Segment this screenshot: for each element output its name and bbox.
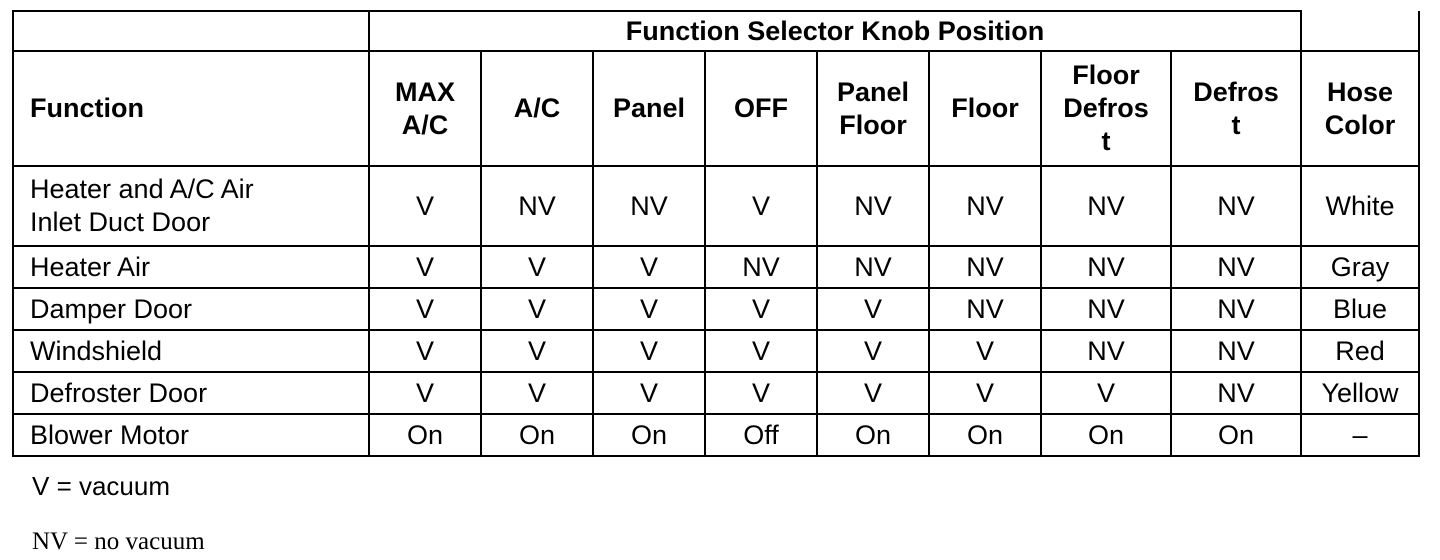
value-cell: V <box>481 288 593 330</box>
column-header: MAX A/C <box>369 51 481 166</box>
value-cell: NV <box>481 166 593 246</box>
column-header: Hose Color <box>1301 51 1419 166</box>
value-cell: V <box>705 330 817 372</box>
value-cell: On <box>593 414 705 456</box>
column-header: A/C <box>481 51 593 166</box>
function-cell: Windshield <box>13 330 369 372</box>
value-cell: V <box>369 330 481 372</box>
value-cell: On <box>1171 414 1301 456</box>
legend-no-vacuum: NV = no vacuum <box>32 528 205 555</box>
value-cell: V <box>593 288 705 330</box>
value-cell: V <box>705 166 817 246</box>
value-cell: NV <box>1041 288 1171 330</box>
vacuum-function-table-sheet <box>12 10 1418 457</box>
value-cell: NV <box>1041 166 1171 246</box>
column-header: OFF <box>705 51 817 166</box>
value-cell: V <box>593 372 705 414</box>
value-cell: On <box>817 414 929 456</box>
value-cell: V <box>817 288 929 330</box>
value-cell: White <box>1301 166 1419 246</box>
value-cell: V <box>369 372 481 414</box>
value-cell: NV <box>929 166 1041 246</box>
value-cell: On <box>369 414 481 456</box>
value-cell: V <box>481 330 593 372</box>
function-cell: Defroster Door <box>13 372 369 414</box>
legend-vacuum: V = vacuum <box>32 471 171 501</box>
table-row <box>13 372 1419 414</box>
value-cell: NV <box>705 246 817 288</box>
table-row <box>13 330 1419 372</box>
value-cell: V <box>817 372 929 414</box>
value-cell: On <box>481 414 593 456</box>
value-cell: NV <box>593 166 705 246</box>
value-cell: NV <box>1171 372 1301 414</box>
table-row <box>13 288 1419 330</box>
value-cell: Blue <box>1301 288 1419 330</box>
value-cell: V <box>593 330 705 372</box>
value-cell: NV <box>1171 246 1301 288</box>
column-header: Panel Floor <box>817 51 929 166</box>
column-header-row <box>13 51 1419 166</box>
table-row <box>13 414 1419 456</box>
function-header: Function <box>13 51 369 166</box>
value-cell: V <box>369 288 481 330</box>
value-cell: V <box>481 372 593 414</box>
value-cell: Off <box>705 414 817 456</box>
group-header: Function Selector Knob Position <box>369 11 1301 51</box>
value-cell: V <box>481 246 593 288</box>
value-cell: V <box>817 330 929 372</box>
value-cell: NV <box>929 288 1041 330</box>
value-cell: NV <box>1041 246 1171 288</box>
value-cell: Red <box>1301 330 1419 372</box>
column-header: Panel <box>593 51 705 166</box>
table-row <box>13 246 1419 288</box>
value-cell: V <box>369 246 481 288</box>
column-header: Floor <box>929 51 1041 166</box>
value-cell: On <box>929 414 1041 456</box>
table-row <box>13 166 1419 246</box>
value-cell: – <box>1301 414 1419 456</box>
column-header: Floor Defros t <box>1041 51 1171 166</box>
function-cell: Heater and A/C Air Inlet Duct Door <box>13 166 369 246</box>
value-cell: NV <box>929 246 1041 288</box>
value-cell: NV <box>817 166 929 246</box>
column-header: Defros t <box>1171 51 1301 166</box>
value-cell: Gray <box>1301 246 1419 288</box>
value-cell: V <box>593 246 705 288</box>
function-cell: Damper Door <box>13 288 369 330</box>
value-cell: V <box>705 372 817 414</box>
value-cell: On <box>1041 414 1171 456</box>
header-blank-cell <box>1301 11 1419 51</box>
value-cell: V <box>705 288 817 330</box>
value-cell: V <box>1041 372 1171 414</box>
value-cell: V <box>929 372 1041 414</box>
value-cell: Yellow <box>1301 372 1419 414</box>
value-cell: NV <box>1171 330 1301 372</box>
value-cell: V <box>929 330 1041 372</box>
value-cell: NV <box>1171 166 1301 246</box>
function-cell: Blower Motor <box>13 414 369 456</box>
value-cell: NV <box>1171 288 1301 330</box>
header-corner-cell <box>13 11 369 51</box>
value-cell: V <box>369 166 481 246</box>
vacuum-function-table <box>12 10 1420 457</box>
value-cell: NV <box>817 246 929 288</box>
value-cell: NV <box>1041 330 1171 372</box>
function-cell: Heater Air <box>13 246 369 288</box>
